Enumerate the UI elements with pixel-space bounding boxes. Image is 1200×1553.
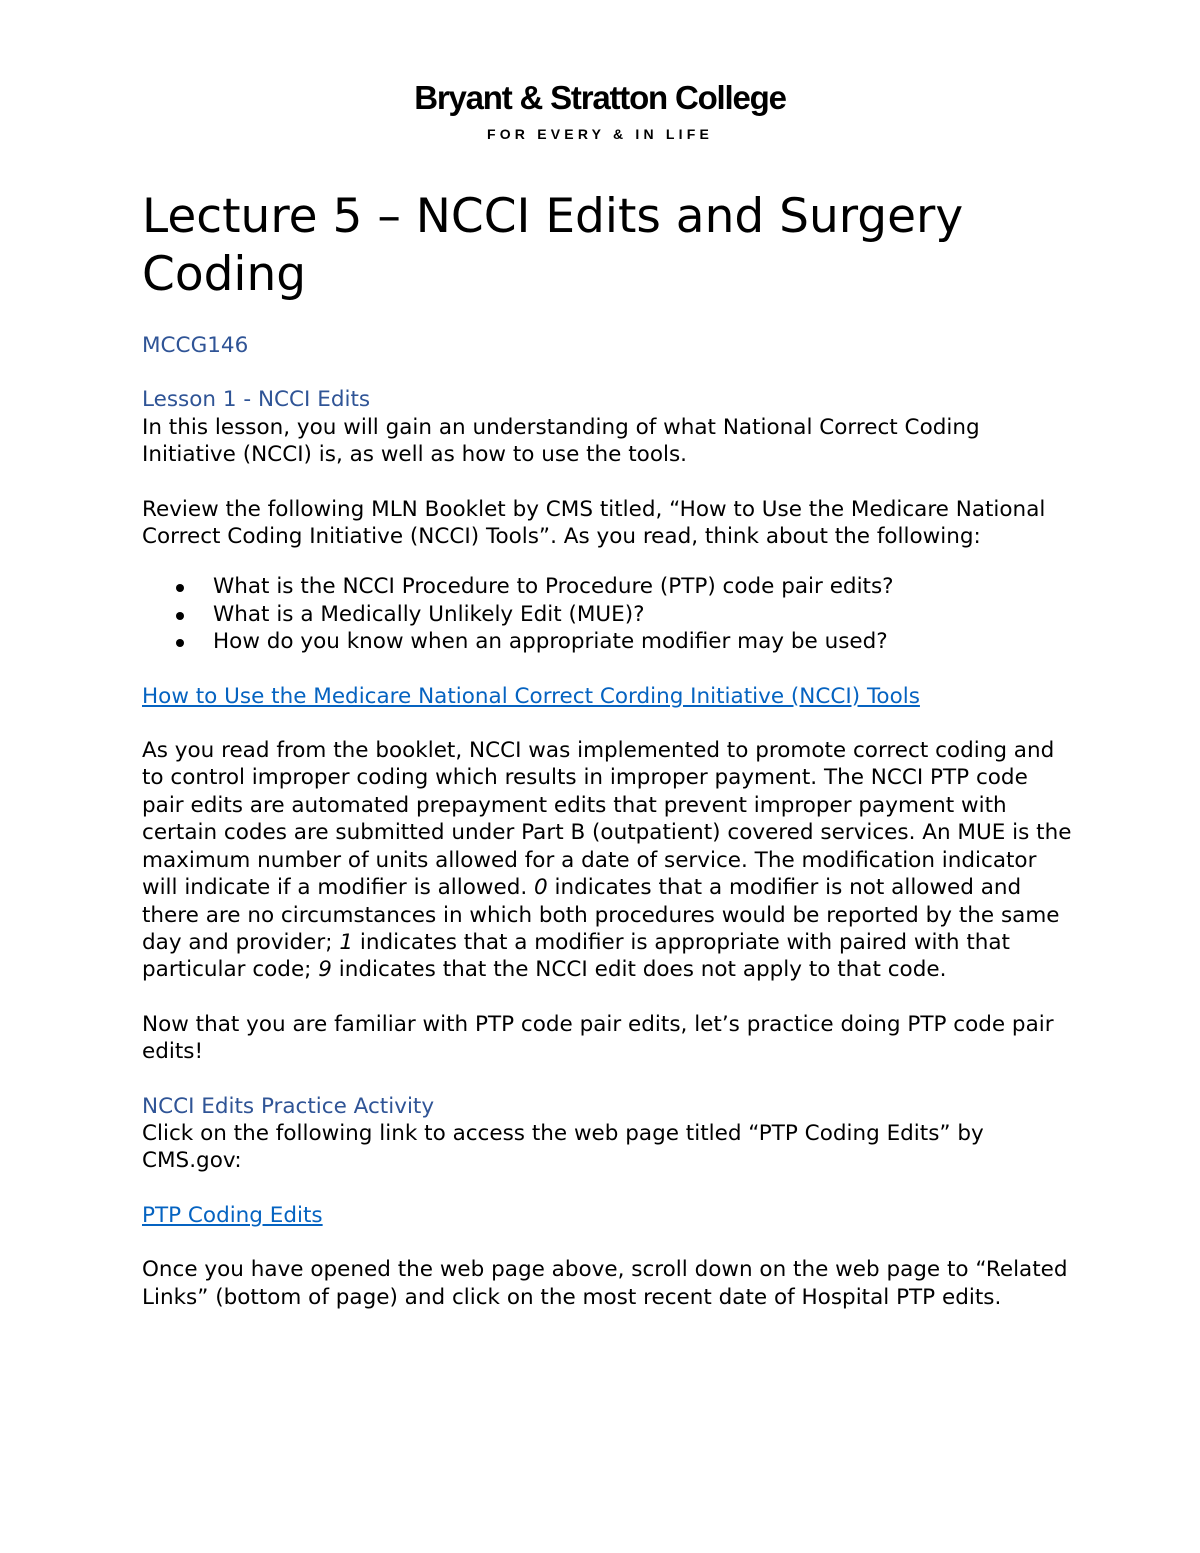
explanation-text: indicates that the NCCI edit does not apply to that code. xyxy=(331,957,947,983)
college-logo xyxy=(0,78,1200,142)
explanation-paragraph xyxy=(142,737,1072,984)
question-list xyxy=(142,573,1072,655)
indicator-0: 0 xyxy=(534,875,548,901)
logo-name: Bryant & Stratton College xyxy=(414,79,786,116)
bullet-icon xyxy=(176,639,184,647)
explanation-text: As you read from the booklet, NCCI was implemented to promote correct coding and to control improper coding which results in improper payment. The NCCI PTP code pair edits are automated prepayment edits that prevent improper payment with certain codes are submitted under Part B (outpatient) covered services. An MUE is the maximum number of units allowed for a date of service. The modification indicator will indicate if a modifier is allowed. xyxy=(142,738,1072,901)
logo-tagline: FOR EVERY & IN LIFE xyxy=(486,126,714,142)
booklet-link[interactable]: How to Use the Medicare National Correct Cording Initiative (NCCI) Tools xyxy=(142,683,920,709)
explanation-text: indicates that a modifier is not allowed and there are no circumstances in which both procedures would be reported by the same day and provider; xyxy=(142,875,1060,955)
question-item xyxy=(213,601,1072,628)
indicator-9: 9 xyxy=(318,957,332,983)
explanation-text: indicates that a modifier is appropriate with paired with that particular code; xyxy=(142,929,1010,983)
question-text: What is the NCCI Procedure to Procedure (PTP) code pair edits? xyxy=(213,574,894,600)
course-code: MCCG146 xyxy=(142,333,249,358)
bullet-icon xyxy=(176,612,184,620)
question-text: How do you know when an appropriate modifier may be used? xyxy=(213,629,888,655)
lesson1-intro: In this lesson, you will gain an understanding of what National Correct Coding Initiative (NCCI) is, as well as how to use the tools. xyxy=(142,414,980,468)
activity-followup: Once you have opened the web page above, scroll down on the web page to “Related Links” (bottom of page) and click on the most recent date of Hospital PTP edits. xyxy=(142,1257,1068,1310)
indicator-1: 1 xyxy=(339,929,354,955)
lesson1-heading: Lesson 1 - NCCI Edits xyxy=(142,387,371,413)
question-item xyxy=(213,573,1072,600)
bullet-icon xyxy=(176,584,184,592)
lesson1-review: Review the following MLN Booklet by CMS titled, “How to Use the Medicare National Correct Coding Initiative (NCCI) Tools”. As you read, think about the following: xyxy=(142,496,1046,550)
page-title: Lecture 5 – NCCI Edits and Surgery Coding xyxy=(142,189,964,302)
activity-instruction: Click on the following link to access the web page titled “PTP Coding Edits” by CMS.gov: xyxy=(142,1120,984,1174)
transition-paragraph: Now that you are familiar with PTP code pair edits, let’s practice doing PTP code pair edits! xyxy=(142,1011,1054,1065)
ptp-coding-edits-link[interactable]: PTP Coding Edits xyxy=(142,1202,323,1228)
question-item xyxy=(213,628,1072,655)
document-body xyxy=(142,188,1072,1311)
activity-heading: NCCI Edits Practice Activity xyxy=(142,1093,435,1119)
question-text: What is a Medically Unlikely Edit (MUE)? xyxy=(213,601,645,627)
